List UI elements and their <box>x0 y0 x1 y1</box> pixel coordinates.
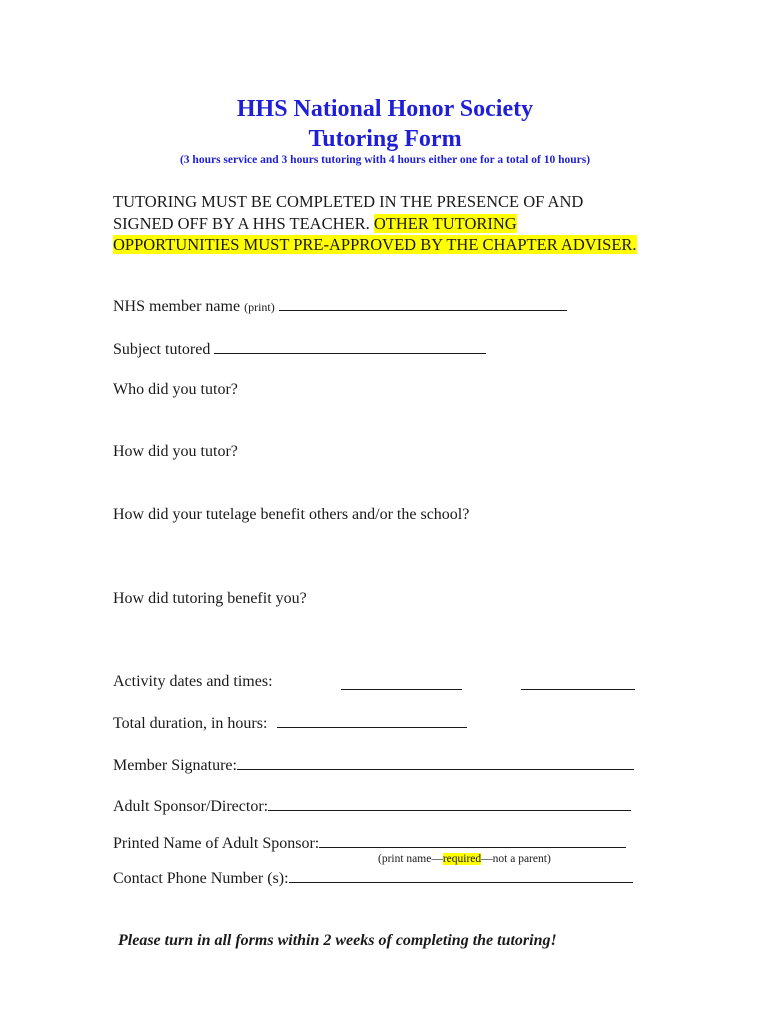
phone-field[interactable] <box>289 868 633 883</box>
member-name-label: NHS member name <box>113 298 241 315</box>
subject-row <box>113 339 486 360</box>
sponsor-field[interactable] <box>268 796 631 811</box>
duration-label: Total duration, in hours: <box>113 715 268 732</box>
printed-sponsor-label: Printed Name of Adult Sponsor: <box>113 835 320 852</box>
form-title-line1: HHS National Honor Society <box>236 96 534 122</box>
member-signature-row <box>113 755 634 776</box>
activity-date-field-1[interactable] <box>341 675 462 690</box>
member-signature-label: Member Signature: <box>113 757 237 774</box>
tutoring-notice <box>113 191 643 256</box>
printed-sponsor-field[interactable] <box>319 833 626 848</box>
form-title-line2: Tutoring Form <box>308 126 462 152</box>
activity-dates-label: Activity dates and times: <box>113 673 273 690</box>
printed-note-required: required <box>442 853 482 865</box>
turn-in-instruction: Please turn in all forms within 2 weeks of completing the tutoring! <box>118 932 557 949</box>
printed-note-pre: (print name— <box>378 853 443 865</box>
benefit-you-question: How did tutoring benefit you? <box>113 590 307 607</box>
sponsor-row <box>113 796 631 817</box>
phone-label: Contact Phone Number (s): <box>113 870 289 887</box>
notice-highlighted-text: OTHER TUTORING OPPORTUNITIES MUST PRE-APPROVED BY THE CHAPTER ADVISER. <box>113 213 637 254</box>
subject-label: Subject tutored <box>113 341 211 358</box>
member-name-row <box>113 296 567 317</box>
who-question: Who did you tutor? <box>113 381 238 398</box>
subject-field[interactable] <box>214 339 486 354</box>
phone-row <box>113 868 633 889</box>
member-signature-field[interactable] <box>237 755 634 770</box>
form-subtitle: (3 hours service and 3 hours tutoring with 4 hours either one for a total of 10 hours) <box>179 154 591 166</box>
how-question: How did you tutor? <box>113 443 238 460</box>
printed-note-post: —not a parent) <box>481 853 551 865</box>
member-name-hint: (print) <box>244 300 275 314</box>
member-name-field[interactable] <box>279 296 567 311</box>
duration-row <box>113 713 467 734</box>
activity-date-field-2[interactable] <box>521 675 635 690</box>
printed-name-note <box>378 852 551 866</box>
sponsor-label: Adult Sponsor/Director: <box>113 798 269 815</box>
benefit-others-question: How did your tutelage benefit others and/or the school? <box>113 506 470 523</box>
duration-field[interactable] <box>277 713 467 728</box>
printed-sponsor-row <box>113 833 626 854</box>
notice-plain-text: TUTORING MUST BE COMPLETED IN THE PRESENCE OF AND SIGNED OFF BY A HHS TEACHER. <box>113 192 584 233</box>
